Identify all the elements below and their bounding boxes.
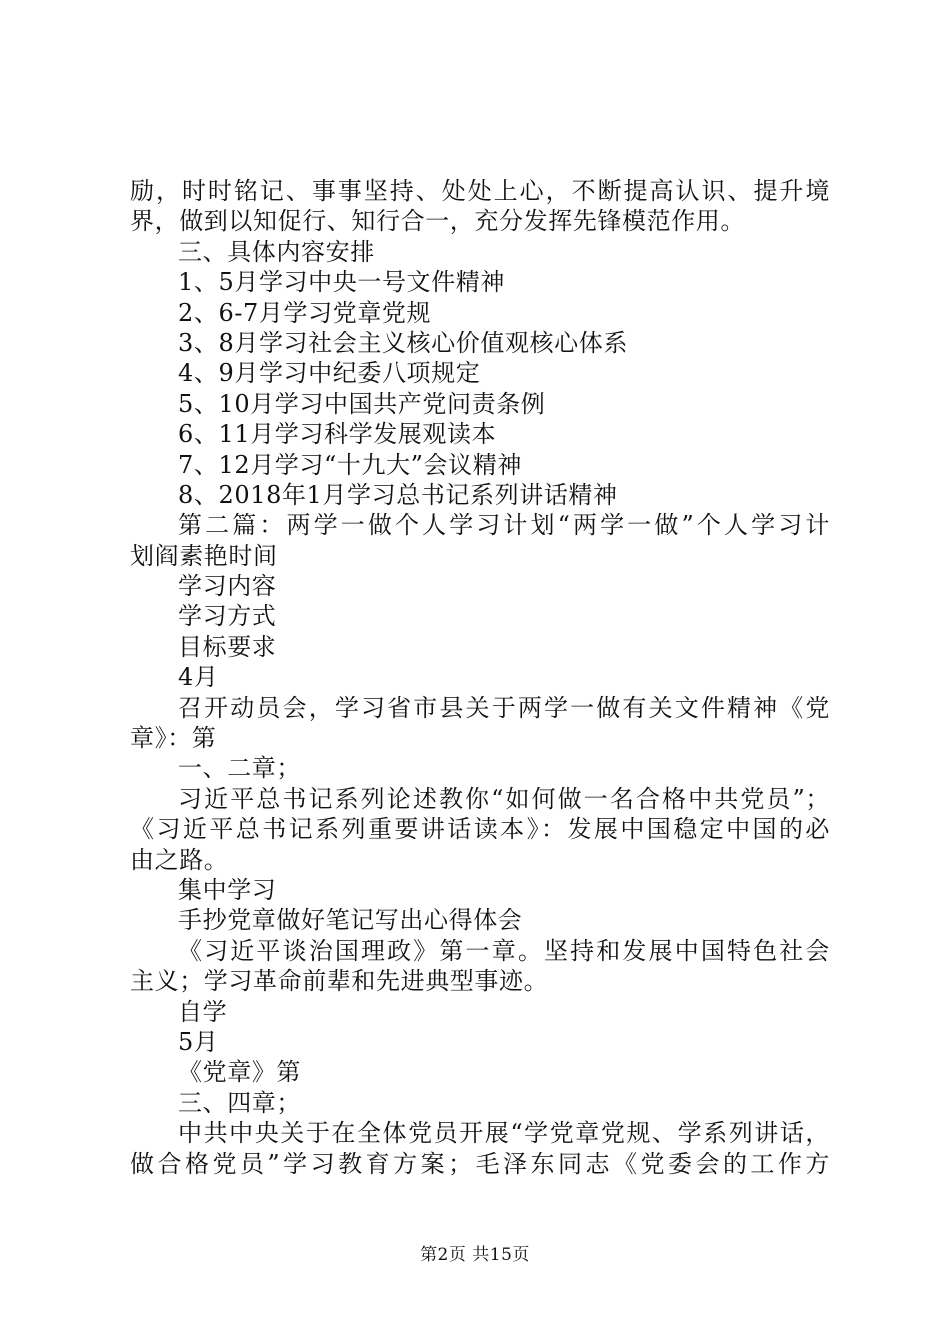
paragraph-line: 学习内容 xyxy=(178,572,277,601)
paragraph-line: 章》：第 xyxy=(130,724,217,753)
paragraph-line: 1、5月学习中央一号文件精神 xyxy=(178,268,505,297)
paragraph-line: 《习近平谈治国理政》第一章。坚持和发展中国特色社会 xyxy=(178,936,830,965)
paragraph-line: 主义；学习革命前辈和先进典型事迹。 xyxy=(130,967,549,996)
paragraph-line: 做合格党员”学习教育方案；毛泽东同志《党委会的工作方 xyxy=(130,1149,830,1178)
paragraph-line: 由之路。 xyxy=(130,845,229,874)
paragraph-line: 习近平总书记系列论述教你“如何做一名合格中共党员”； xyxy=(178,784,830,813)
paragraph-line: 5月 xyxy=(178,1027,219,1056)
paragraph-line: 5、10月学习中国共产党问责条例 xyxy=(178,389,546,418)
paragraph-line: 2、6-7月学习党章党规 xyxy=(178,298,432,327)
paragraph-line: 8、2018年1月学习总书记系列讲话精神 xyxy=(178,480,618,509)
paragraph-line: 6、11月学习科学发展观读本 xyxy=(178,420,497,449)
paragraph-line: 学习方式 xyxy=(178,602,277,631)
paragraph-line: 4、9月学习中纪委八项规定 xyxy=(178,359,481,388)
paragraph-line: 4月 xyxy=(178,663,219,692)
paragraph-line: 目标要求 xyxy=(178,632,277,661)
paragraph-line: 集中学习 xyxy=(178,875,277,904)
paragraph-line: 《习近平总书记系列重要讲话读本》：发展中国稳定中国的必 xyxy=(130,815,830,844)
paragraph-line: 三、具体内容安排 xyxy=(178,237,375,266)
paragraph-line: 召开动员会，学习省市县关于两学一做有关文件精神《党 xyxy=(178,693,830,722)
paragraph-line: 中共中央关于在全体党员开展“学党章党规、学系列讲话， xyxy=(178,1119,830,1148)
paragraph-line: 划阎素艳时间 xyxy=(130,541,278,570)
paragraph-line: 励，时时铭记、事事坚持、处处上心，不断提高认识、提升境 xyxy=(130,177,830,205)
paragraph-line: 第二篇：两学一做个人学习计划“两学一做”个人学习计 xyxy=(178,511,830,540)
paragraph-line: 手抄党章做好笔记写出心得体会 xyxy=(178,906,523,935)
page-footer: 第2页 共15页 xyxy=(420,1245,530,1265)
document-body xyxy=(130,176,830,1179)
paragraph-line: 一、二章； xyxy=(178,754,301,783)
paragraph-line: 7、12月学习“十九大”会议精神 xyxy=(178,450,522,479)
paragraph-line: 3、8月学习社会主义核心价值观核心体系 xyxy=(178,328,628,357)
paragraph-line: 自学 xyxy=(178,997,228,1026)
paragraph-line: 界，做到以知促行、知行合一，充分发挥先锋模范作用。 xyxy=(130,207,745,236)
paragraph-line: 《党章》第 xyxy=(178,1058,301,1087)
paragraph-line: 三、四章； xyxy=(178,1088,301,1117)
